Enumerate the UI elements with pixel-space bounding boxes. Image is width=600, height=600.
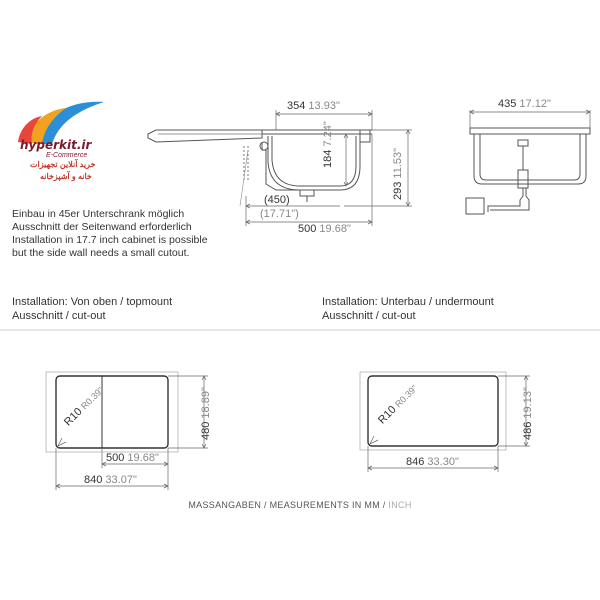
logo-tagline: E-Commerce bbox=[46, 152, 88, 159]
topmount-inner-label bbox=[106, 452, 159, 464]
dim-450-mm: (450) bbox=[264, 194, 290, 206]
sink-side-view bbox=[466, 128, 590, 214]
sink-section-view bbox=[148, 130, 372, 206]
dim-354-label bbox=[287, 100, 340, 112]
topmount-subtitle: Ausschnitt / cut-out bbox=[12, 310, 106, 322]
dim-500-in: 19.68" bbox=[319, 223, 351, 235]
dim-435-mm: 435 bbox=[498, 98, 517, 110]
topmount-height-in: 18.89" bbox=[200, 387, 212, 419]
undermount-total-in: 33.30" bbox=[427, 456, 459, 468]
topmount-radius-in: R0.39" bbox=[79, 385, 106, 412]
topmount-height-label bbox=[200, 387, 212, 440]
topmount-total-in: 33.07" bbox=[105, 474, 137, 486]
dim-354-mm: 354 bbox=[287, 100, 306, 112]
dim-500-mm: 500 bbox=[298, 223, 317, 235]
dim-293-mm: 293 bbox=[392, 181, 404, 200]
dim-293-label bbox=[392, 148, 404, 200]
dim-184 bbox=[344, 134, 348, 186]
undermount-title: Installation: Unterbau / undermount bbox=[322, 296, 494, 308]
logo-site-name: hyperkit.ir bbox=[20, 138, 92, 152]
topmount-radius-mm: R10 bbox=[62, 405, 85, 429]
note-line-2: Ausschnitt der Seitenwand erforderlich bbox=[12, 221, 192, 233]
measurement-footer bbox=[0, 500, 600, 510]
dim-435 bbox=[470, 110, 590, 128]
note-line-4: but the side wall needs a small cutout. bbox=[12, 247, 190, 259]
dim-500-label bbox=[298, 223, 351, 235]
topmount-inner-in: 19.68" bbox=[127, 452, 159, 464]
dim-435-label bbox=[498, 98, 551, 110]
dim-184-label bbox=[322, 121, 334, 168]
logo-persian-line2: خانه و آشپزخانه bbox=[40, 172, 92, 181]
undermount-total-label bbox=[406, 456, 459, 468]
note-line-1: Einbau in 45er Unterschrank möglich bbox=[12, 208, 185, 220]
dim-435-in: 17.12" bbox=[519, 98, 551, 110]
dim-450-in: (17.71") bbox=[260, 208, 299, 220]
topmount-total-label bbox=[84, 474, 137, 486]
topmount-title: Installation: Von oben / topmount bbox=[12, 296, 173, 308]
dim-184-in: 7.24" bbox=[322, 121, 334, 147]
topmount-inner-mm: 500 bbox=[106, 452, 125, 464]
dim-184-mm: 184 bbox=[322, 149, 334, 168]
undermount-height-in: 19.13" bbox=[522, 387, 534, 419]
topmount-dims bbox=[56, 376, 208, 490]
dim-354-in: 13.93" bbox=[308, 100, 340, 112]
logo-persian-line1: خرید آنلاین تجهیزات bbox=[30, 160, 96, 169]
footer-unit: INCH bbox=[388, 500, 412, 510]
topmount-heading bbox=[12, 295, 172, 323]
undermount-heading bbox=[322, 295, 494, 323]
undermount-height-label bbox=[522, 387, 534, 440]
topmount-total-mm: 840 bbox=[84, 474, 103, 486]
undermount-radius-mm: R10 bbox=[376, 403, 399, 427]
topmount-cutout bbox=[46, 372, 178, 452]
topmount-height-mm: 480 bbox=[200, 421, 212, 440]
note-line-3: Installation in 17.7 inch cabinet is possible bbox=[12, 234, 208, 246]
undermount-height-mm: 486 bbox=[522, 421, 534, 440]
undermount-radius-in: R0.39" bbox=[393, 383, 420, 410]
undermount-total-mm: 846 bbox=[406, 456, 425, 468]
undermount-subtitle: Ausschnitt / cut-out bbox=[322, 310, 416, 322]
installation-note bbox=[12, 208, 208, 260]
footer-main: MASSANGABEN / MEASUREMENTS IN MM / bbox=[188, 500, 386, 510]
dim-293-in: 11.53" bbox=[392, 147, 404, 179]
